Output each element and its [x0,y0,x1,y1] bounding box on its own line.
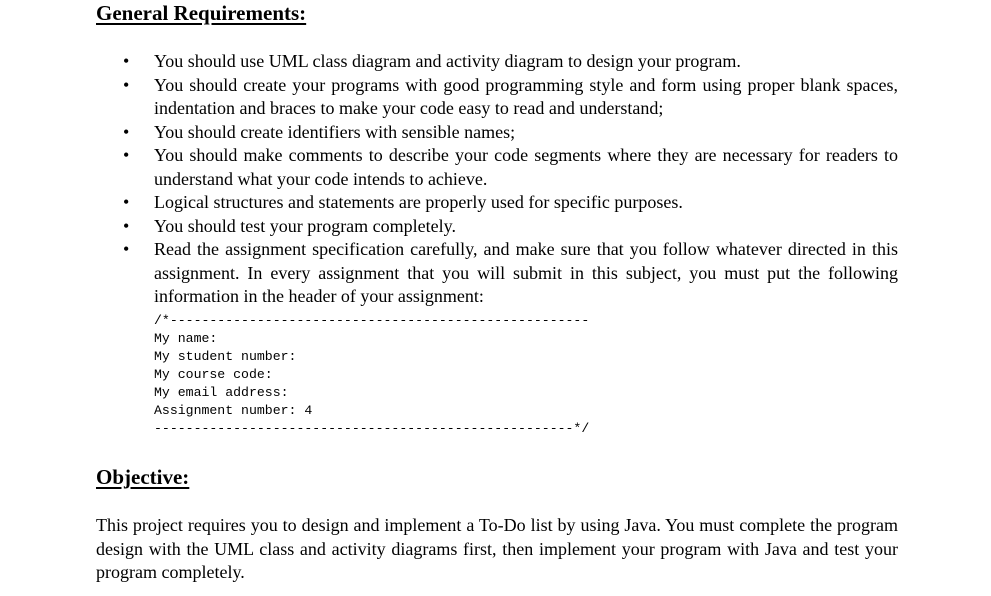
bullet-icon: • [123,192,130,212]
requirement-text: You should test your program completely. [154,215,456,236]
requirement-item-logic [96,191,898,215]
requirement-text: You should create identifiers with sensible names; [154,121,516,142]
requirement-item-uml [96,50,898,74]
general-requirements-heading: General Requirements: [96,1,307,25]
code-comment-close: -----------------------------------------------------*/ [154,420,590,436]
objective-paragraph: This project requires you to design and implement a To-Do list by using Java. You must complete the program design with the UML class and activity diagrams first, then implement your program with Java and test your program completely. [96,515,898,582]
requirement-item-identifiers [96,121,898,145]
header-template-code [154,312,898,438]
requirements-list [96,50,898,438]
objective-heading: Objective: [96,465,190,489]
requirement-item-specification [96,238,898,438]
bullet-icon: • [123,239,130,259]
requirement-text: You should make comments to describe your code segments where they are necessary for readers to understand what your code intends to achieve. [154,145,898,189]
requirement-text: Logical structures and statements are properly used for specific purposes. [154,192,683,212]
requirement-text: Read the assignment specification carefully, and make sure that you follow whatever directed in this assignment. In every assignment that you will submit in this subject, you must put the following information in the header of your assignment: [154,239,898,306]
code-line-course-code: My course code: [154,366,273,382]
code-comment-open: /*----------------------------------------------------- [154,312,590,328]
requirement-text: You should create your programs with good programming style and form using proper blank spaces, indentation and braces to make your code easy to read and understand; [154,74,898,118]
bullet-icon: • [123,215,130,236]
bullet-icon: • [123,51,130,71]
bullet-icon: • [123,145,130,165]
bullet-icon: • [123,74,130,95]
requirement-item-comments [96,144,898,191]
bullet-icon: • [123,121,130,142]
code-line-assignment-number: Assignment number: 4 [154,402,313,418]
requirement-item-testing [96,215,898,239]
code-line-student-number: My student number: [154,348,297,364]
code-line-name: My name: [154,330,218,346]
code-line-email: My email address: [154,384,289,400]
requirement-item-style [96,74,898,121]
requirement-text: You should use UML class diagram and activity diagram to design your program. [154,51,741,71]
